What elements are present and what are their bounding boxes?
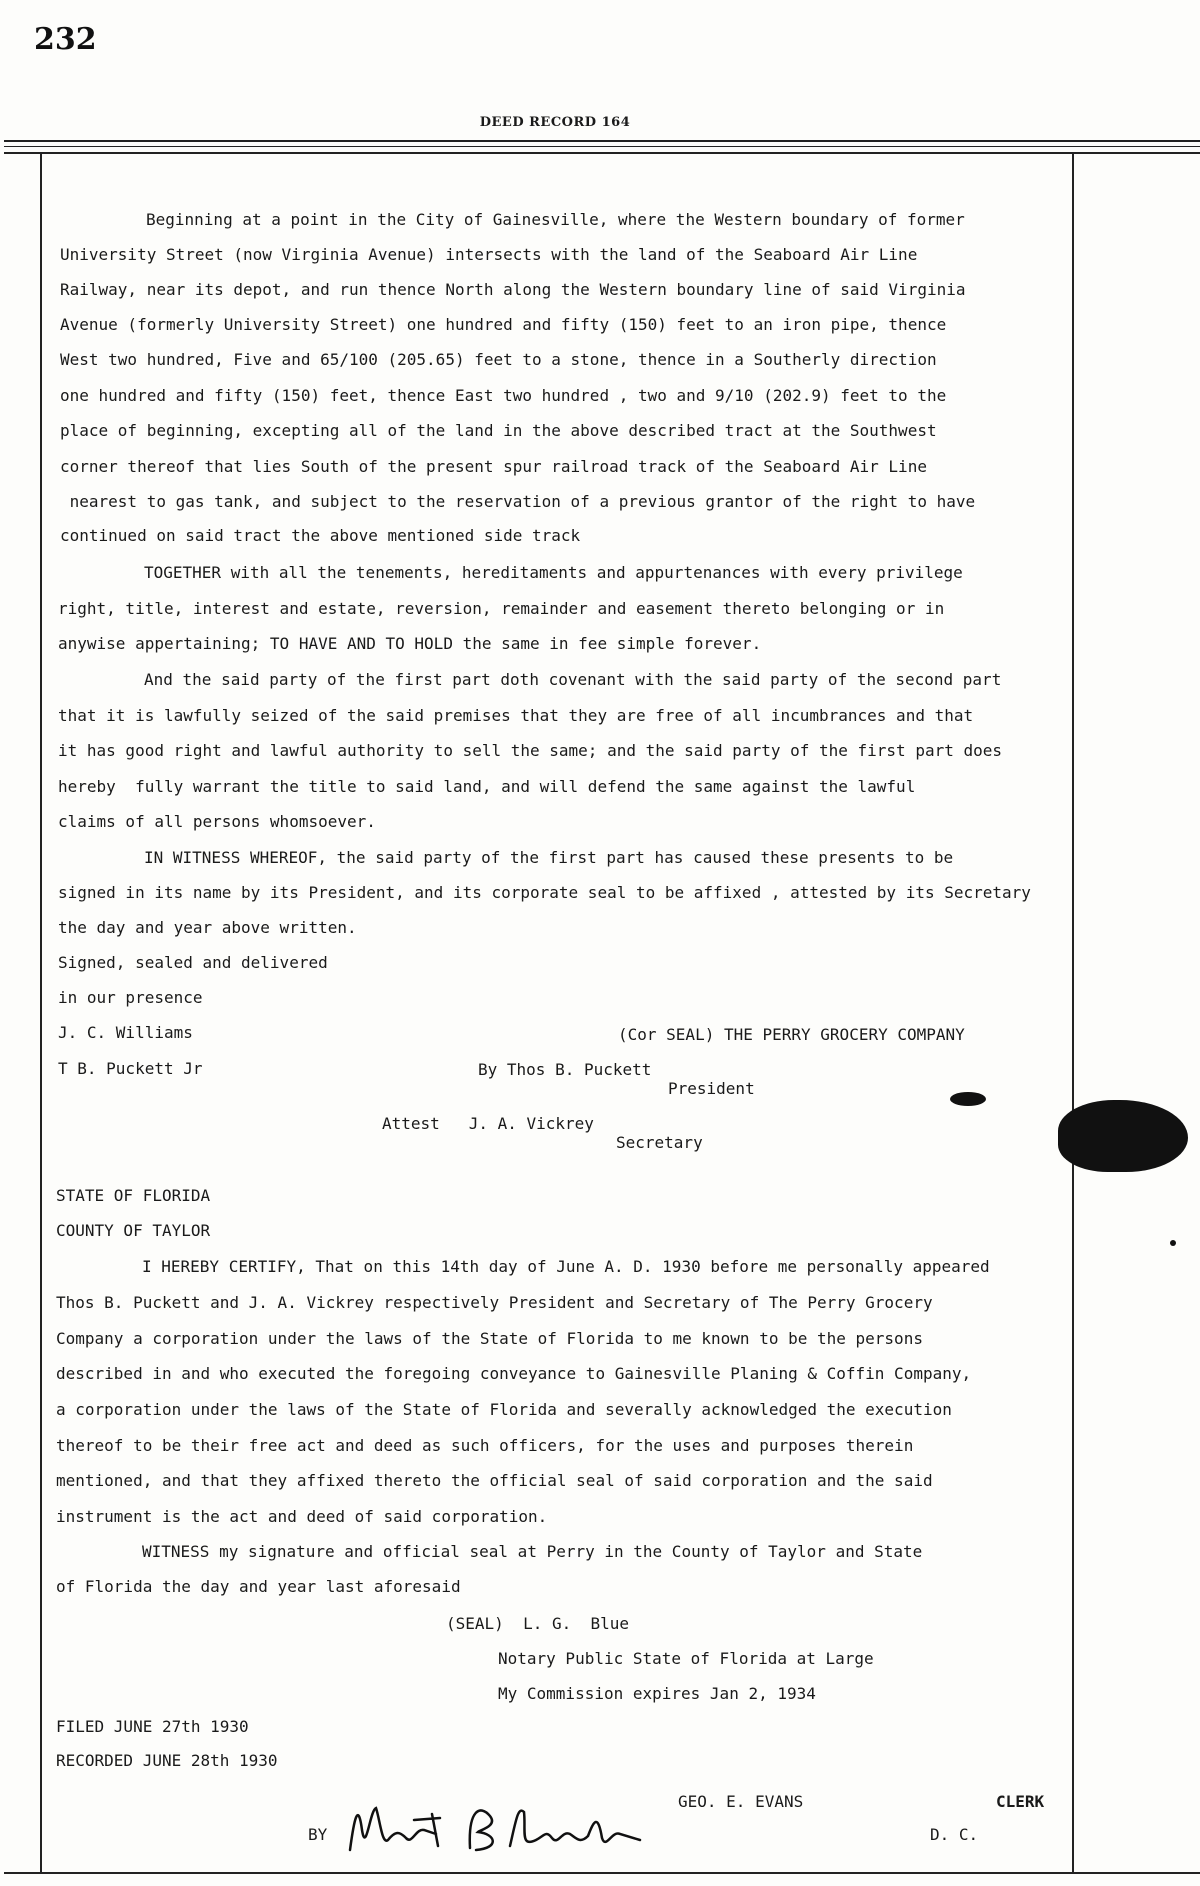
witness-one: J. C. Williams: [58, 1023, 193, 1042]
witness-clause-line: signed in its name by its President, and its corporate seal to be affixed , attested by its Secretary: [58, 883, 1031, 902]
together-line: TOGETHER with all the tenements, hereditaments and appurtenances with every privilege: [144, 563, 963, 582]
description-line: continued on said tract the above mentioned side track: [60, 526, 581, 545]
signatory-name: By Thos B. Puckett: [478, 1060, 652, 1079]
covenant-line: And the said party of the first part doth covenant with the said party of the second part: [144, 670, 1002, 689]
filed-date: FILED JUNE 27th 1930: [56, 1717, 249, 1736]
notary-witness-line: of Florida the day and year last aforesaid: [56, 1577, 461, 1596]
together-line: anywise appertaining; TO HAVE AND TO HOLD the same in fee simple forever.: [58, 634, 762, 653]
deputy-clerk-label: D. C.: [930, 1825, 979, 1844]
description-line: place of beginning, excepting all of the land in the above described tract at the Southwest: [60, 421, 937, 440]
acknowledgment-line: Company a corporation under the laws of the State of Florida to me known to be the persons: [56, 1329, 923, 1348]
description-line: nearest to gas tank, and subject to the reservation of a previous grantor of the right to have: [60, 492, 976, 511]
acknowledgment-line: mentioned, and that they affixed thereto the official seal of said corporation and the said: [56, 1471, 933, 1490]
acknowledgment-line: I HEREBY CERTIFY, That on this 14th day of June A. D. 1930 before me personally appeared: [142, 1257, 990, 1276]
acknowledgment-line: described in and who executed the foregoing conveyance to Gainesville Planing & Coffin Company,: [56, 1364, 972, 1383]
state-heading: STATE OF FLORIDA: [56, 1186, 211, 1205]
by-label: BY: [308, 1825, 328, 1844]
clerk-title: CLERK: [996, 1792, 1045, 1811]
covenant-line: hereby fully warrant the title to said land, and will defend the same against the lawful: [58, 777, 916, 796]
notary-title: Notary Public State of Florida at Large: [498, 1649, 874, 1668]
notary-witness-line: WITNESS my signature and official seal at Perry in the County of Taylor and State: [142, 1542, 923, 1561]
covenant-line: that it is lawfully seized of the said premises that they are free of all incumbrances and that: [58, 706, 974, 725]
acknowledgment-line: instrument is the act and deed of said corporation.: [56, 1507, 548, 1526]
deputy-clerk-signature: [340, 1790, 700, 1870]
description-line: Avenue (formerly University Street) one hundred and fifty (150) feet to an iron pipe, thence: [60, 315, 947, 334]
acknowledgment-line: a corporation under the laws of the State of Florida and severally acknowledged the execution: [56, 1400, 952, 1419]
attest-line: Attest J. A. Vickrey: [382, 1114, 594, 1133]
signed-sealed-line: Signed, sealed and delivered: [58, 953, 328, 972]
description-line: Railway, near its depot, and run thence North along the Western boundary line of said Virginia: [60, 280, 966, 299]
president-title: President: [668, 1079, 755, 1098]
secretary-title: Secretary: [616, 1133, 703, 1152]
commission-expiry: My Commission expires Jan 2, 1934: [498, 1684, 816, 1703]
description-line: West two hundred, Five and 65/100 (205.65) feet to a stone, thence in a Southerly direction: [60, 350, 937, 369]
page-number: 232: [34, 22, 97, 57]
recorded-date: RECORDED JUNE 28th 1930: [56, 1751, 278, 1770]
grantor-company: (Cor SEAL) THE PERRY GROCERY COMPANY: [618, 1025, 965, 1044]
in-presence-line: in our presence: [58, 988, 203, 1007]
witness-two: T B. Puckett Jr: [58, 1059, 203, 1078]
notary-seal-name: (SEAL) L. G. Blue: [446, 1614, 630, 1633]
witness-clause-line: the day and year above written.: [58, 918, 357, 937]
description-line: one hundred and fifty (150) feet, thence East two hundred , two and 9/10 (202.9) feet to the: [60, 386, 947, 405]
acknowledgment-line: thereof to be their free act and deed as such officers, for the uses and purposes therein: [56, 1436, 914, 1455]
county-heading: COUNTY OF TAYLOR: [56, 1221, 211, 1240]
clerk-name: GEO. E. EVANS: [678, 1792, 804, 1811]
together-line: right, title, interest and estate, reversion, remainder and easement thereto belonging or in: [58, 599, 945, 618]
covenant-line: it has good right and lawful authority to sell the same; and the said party of the first part does: [58, 741, 1003, 760]
acknowledgment-line: Thos B. Puckett and J. A. Vickrey respectively President and Secretary of The Perry Grocery: [56, 1293, 933, 1312]
description-line: Beginning at a point in the City of Gainesville, where the Western boundary of former: [146, 210, 965, 229]
description-line: corner thereof that lies South of the present spur railroad track of the Seaboard Air Line: [60, 457, 927, 476]
description-line: University Street (now Virginia Avenue) intersects with the land of the Seaboard Air Line: [60, 245, 918, 264]
book-title: DEED RECORD 164: [479, 115, 631, 130]
witness-clause-line: IN WITNESS WHEREOF, the said party of the first part has caused these presents to be: [144, 848, 954, 867]
covenant-line: claims of all persons whomsoever.: [58, 812, 376, 831]
